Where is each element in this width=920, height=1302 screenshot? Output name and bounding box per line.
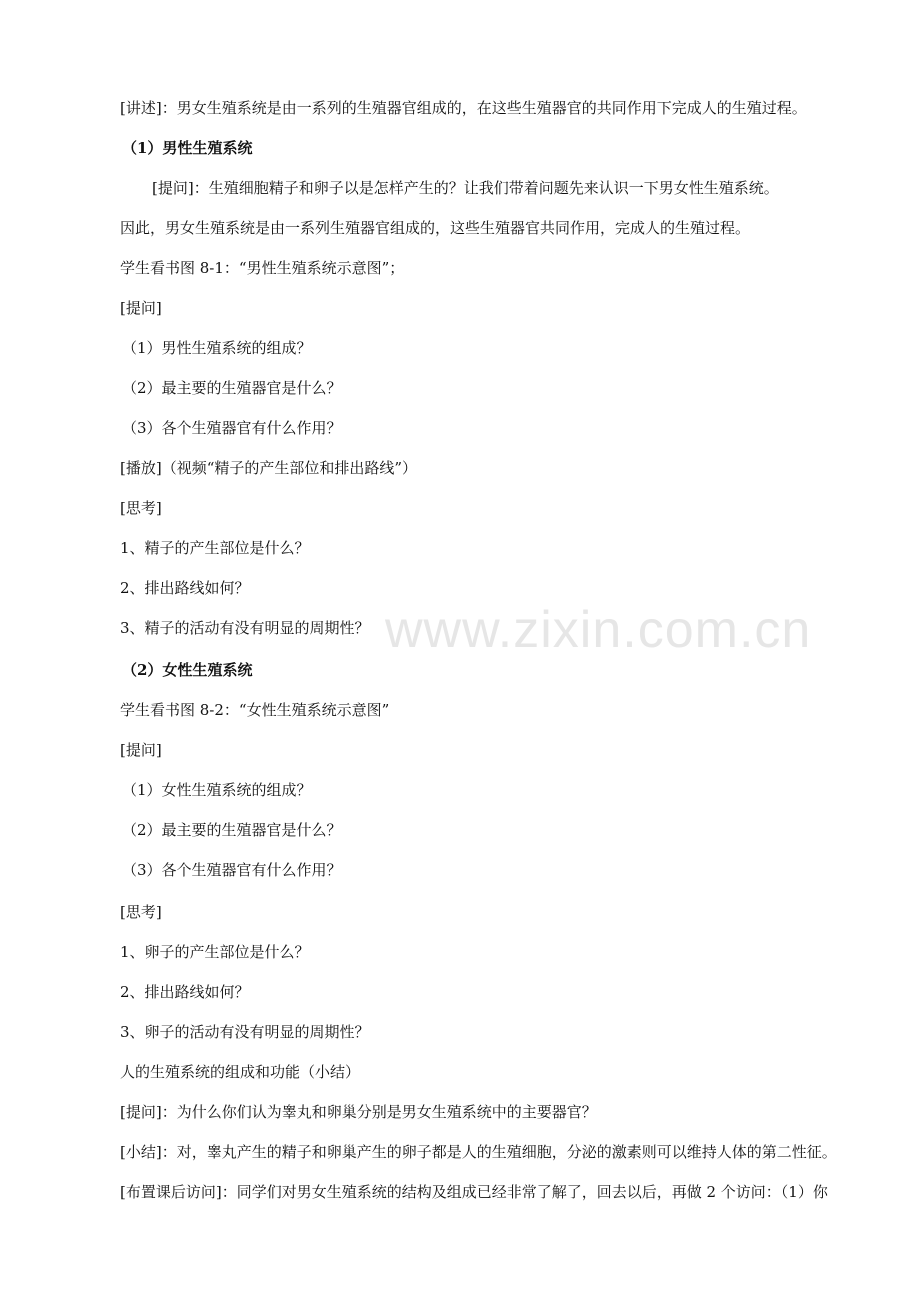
- paragraph-summary-title: 人的生殖系统的组成和功能（小结）: [120, 1063, 361, 1081]
- paragraph-figure-8-1: 学生看书图 8-1：“男性生殖系统示意图”；: [120, 259, 405, 277]
- list-item: （2）最主要的生殖器官是什么？: [122, 821, 342, 839]
- label-think: [思考]: [120, 499, 162, 517]
- paragraph-lecture: [讲述]：男女生殖系统是由一系列的生殖器官组成的，在这些生殖器官的共同作用下完成人的生殖过程。: [120, 99, 807, 117]
- paragraph-assignment: [布置课后访问]：同学们对男女生殖系统的结构及组成已经非常了解了，回去以后，再做 2 个访问：（1）你: [120, 1183, 828, 1201]
- paragraph-figure-8-2: 学生看书图 8-2：“女性生殖系统示意图”: [120, 701, 390, 719]
- list-item: 1、卵子的产生部位是什么？: [120, 943, 310, 961]
- watermark: www.zixin.com.cn: [385, 601, 812, 659]
- list-item: （1）男性生殖系统的组成？: [122, 339, 312, 357]
- label-question: [提问]: [120, 299, 162, 317]
- paragraph-therefore: 因此，男女生殖系统是由一系列生殖器官组成的，这些生殖器官共同作用，完成人的生殖过程。: [120, 219, 751, 237]
- list-item: 2、排出路线如何？: [120, 983, 250, 1001]
- list-item: （2）最主要的生殖器官是什么？: [122, 379, 342, 397]
- paragraph-play-video: [播放]（视频“精子的产生部位和排出路线”）: [120, 459, 418, 477]
- paragraph-question: [提问]：生殖细胞精子和卵子以是怎样产生的？让我们带着问题先来认识一下男女性生殖系统。: [152, 179, 779, 197]
- list-item: （3）各个生殖器官有什么作用？: [122, 419, 342, 437]
- list-item: （3）各个生殖器官有什么作用？: [122, 861, 342, 879]
- label-think: [思考]: [120, 903, 162, 921]
- list-item: （1）女性生殖系统的组成？: [122, 781, 312, 799]
- section-heading-male: （1）男性生殖系统: [122, 139, 253, 157]
- section-heading-female: （2）女性生殖系统: [122, 661, 253, 679]
- list-item: 1、精子的产生部位是什么？: [120, 539, 310, 557]
- paragraph-summary: [小结]：对，睾丸产生的精子和卵巢产生的卵子都是人的生殖细胞，分泌的激素则可以维持人体的第二性征。: [120, 1143, 837, 1161]
- paragraph-question-organs: [提问]：为什么你们认为睾丸和卵巢分别是男女生殖系统中的主要器官？: [120, 1103, 597, 1121]
- list-item: 3、精子的活动有没有明显的周期性？: [120, 619, 370, 637]
- label-question: [提问]: [120, 741, 162, 759]
- list-item: 3、卵子的活动有没有明显的周期性？: [120, 1023, 370, 1041]
- list-item: 2、排出路线如何？: [120, 579, 250, 597]
